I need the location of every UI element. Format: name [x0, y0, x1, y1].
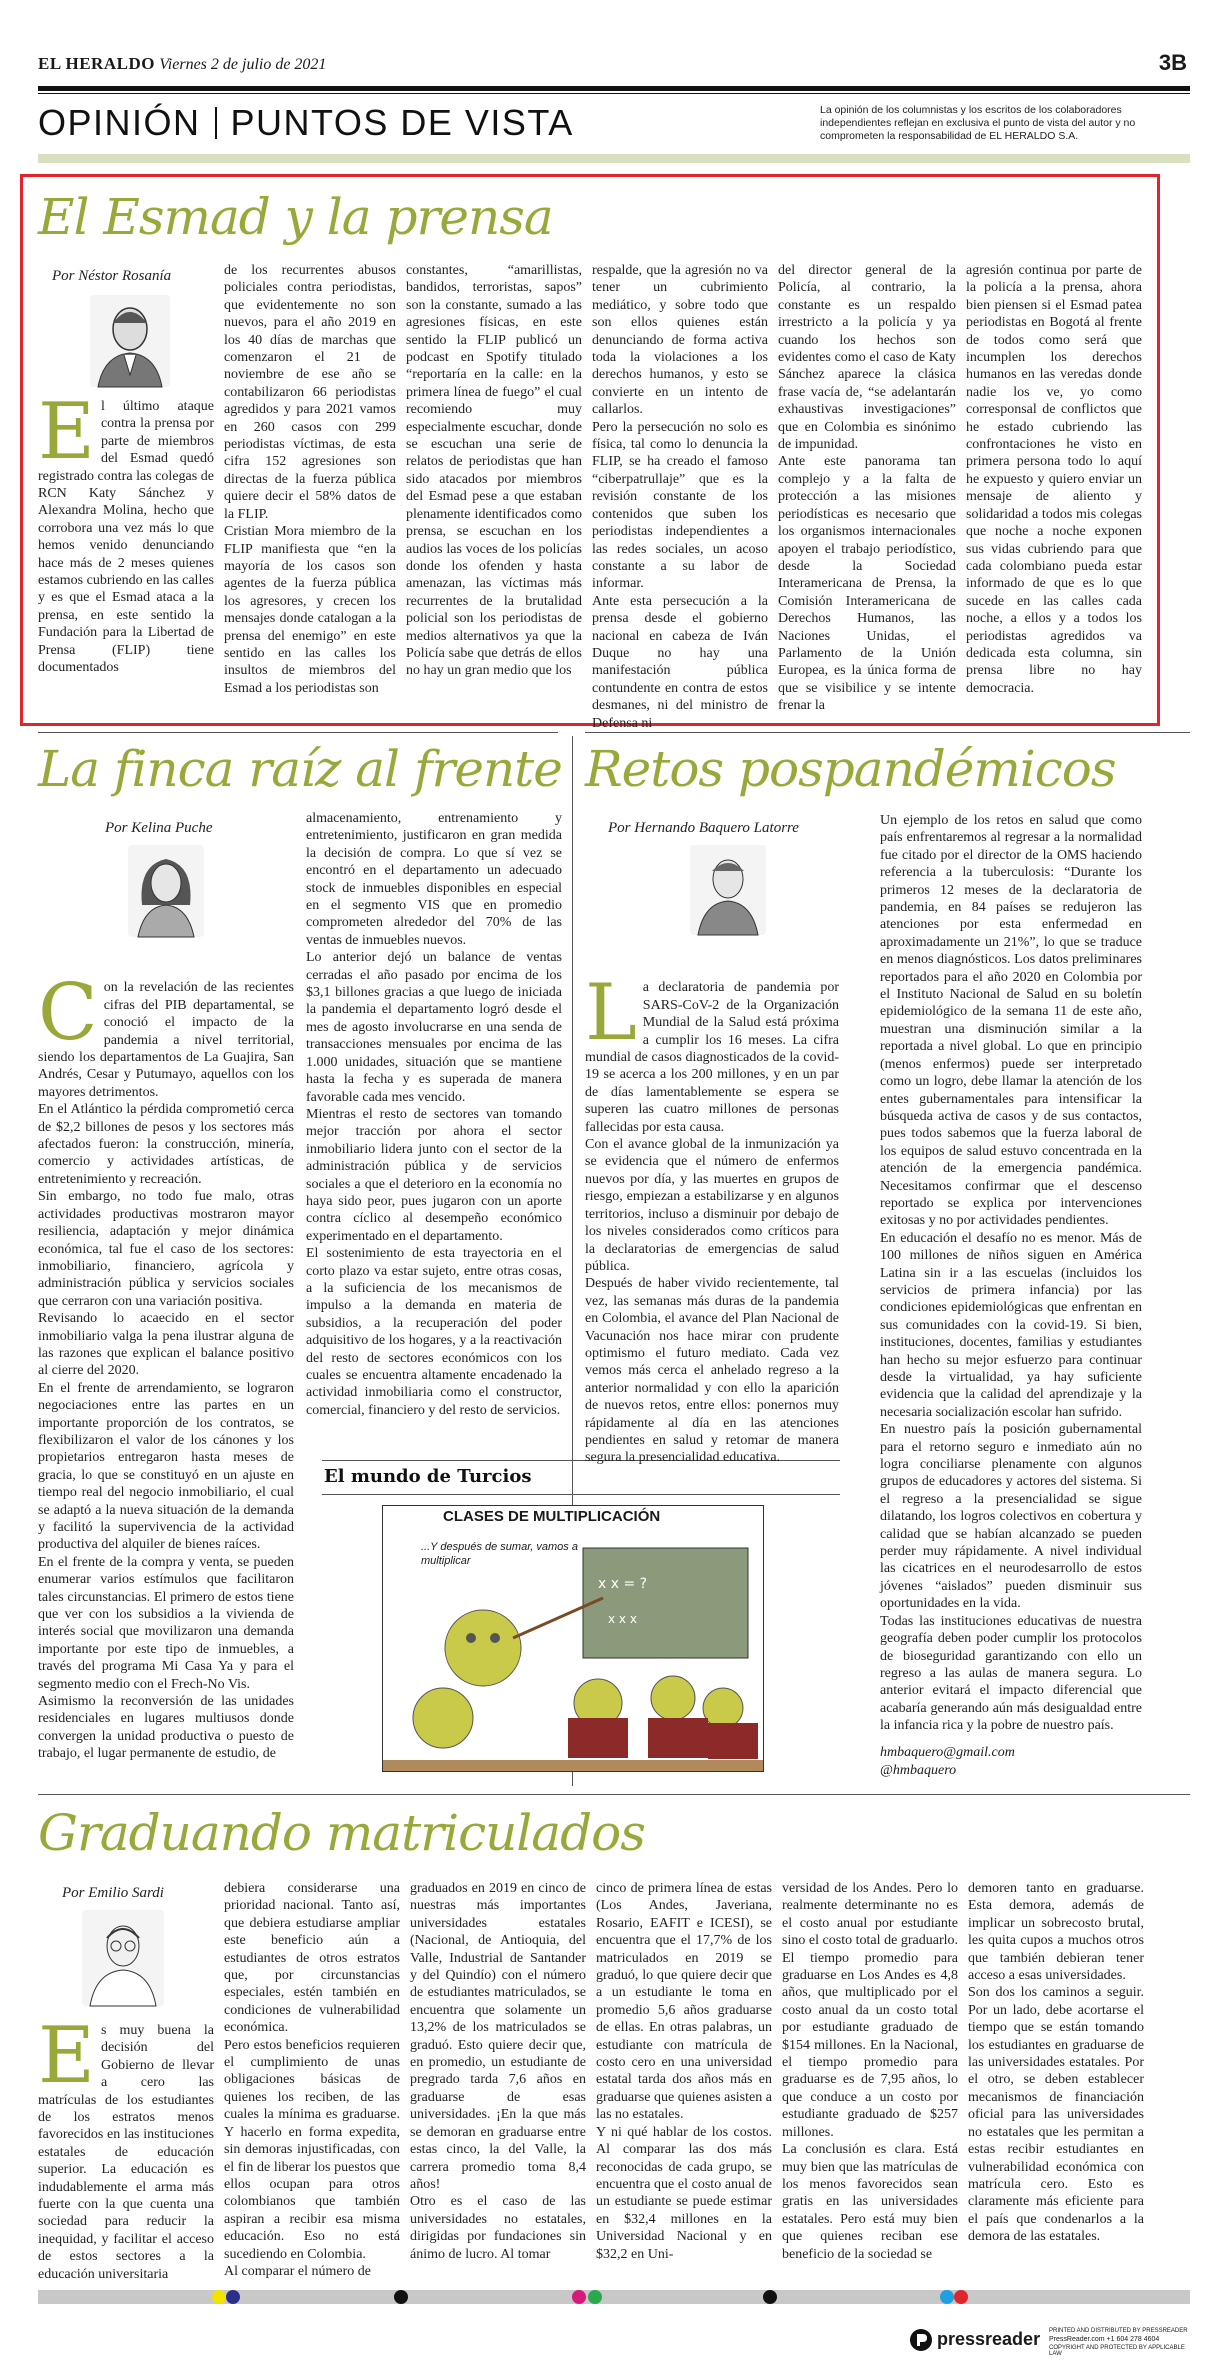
article-column: versidad de los Andes. Pero lo realmente determinante no es el costo anual por estudiante sino el costo total de graduarlo. El tiempo promedio para graduarse en Los Andes es 4,8 años, que multiplicado por el costo anual da un costo total por estudiante graduado de $154 millones. En la Nacional, el tiempo promedio para graduarse es de 7,95 años, lo que conduce a un costo por estudiante graduado de $257 millones. La conclusión es clara. Está muy bien que las matrículas de los menos favorecidos sean gratis en las universidades estatales. Pero está muy bien que quienes reciban ese beneficio de la sociedad se [782, 1881, 958, 2262]
registration-dot [226, 2290, 240, 2304]
column-text: s muy buena la decisión del Gobierno de llevar a cero las matrículas de los estudiantes de los estratos menos favorecidos en las instituciones estatales de educación superior. La educación es indudablemente el arma más fuerte con la que cuenta una sociedad para reducir la inequidad, y facilitar el acceso de estos sectores a la educación universitaria [38, 2023, 214, 2282]
header-rule-thin [38, 93, 1190, 94]
registration-dot [572, 2290, 586, 2304]
article-column: Un ejemplo de los retos en salud que como país enfrentaremos al regresar a la normalidad fue citado por el director de la OMS haciendo referencia a la tuberculosis: “Durante los primeros 12 meses de la declaratoria de pandemia, en 84 países se redujeron las atenciones por esta enfermedad en aproximadamente un 21%”, lo que se traduce en menos diagnósticos. Los datos preliminares reportados para el año 2020 en Colombia por el Instituto Nacional de Salud en su boletín epidemiológico de la semana 11 de este año, muestran una disminución similar a la reportada a nivel global. Lo que en principio (menos enfermos) puede ser interpretado como un logro, debe llamar la atención de los entes gubernamentales para intensificar la búsqueda activa de casos y de sus contactos, pues todos sabemos que la fuerza laboral de los equipos de salud estuvo concentrada en la atención de la emergencia pandémica. Necesitamos confirmar que el descenso reportado se explica por intervenciones exitosas y no por actividades pendientes. En educación el desafío no es menor. Más de 100 millones de niños siguen en América Latina sin ir a las escuelas (incluidos los servicios de primera infancia) por las condiciones epidemiológicas que enfrentan en sus comunidades con la covid-19. Si bien, instituciones, docentes, familias y estudiantes han hecho su mejor esfuerzo para continuar desde la virtualidad, ya hay suficiente evidencia que la calidad del aprendizaje y la necesaria socialización escolar han sufrido. En nuestro país la posición gubernamental para el retorno seguro e inmediato aún no logra conciliarse plenamente con algunos grupos de educadores y actores del sistema. Si el regreso a la presencialidad se sigue dilatando, los logros colectivos en cobertura y calidad que se habían alcanzado se pueden perder muy rápidamente. A nivel individual las cicatrices en el neurodesarrollo de estos jóvenes “aislados” pueden disminuir sus oportunidades en la vida. Todas las instituciones educativas de nuestra geografía deben poder cumplir los protocolos de bioseguridad garantizando con ello un regreso a las aulas de manera segura. Lo anterior evitará el impacto diferencial que acabaría generando aún más desigualdad entre la infancia rica y la pobre de nuestro país. [880, 813, 1142, 1734]
svg-text:x x = ?: x x = ? [598, 1576, 648, 1592]
article-title-graduando[interactable]: Graduando matriculados [38, 1804, 645, 1862]
article-title-retos[interactable]: Retos pospandémicos [585, 740, 1116, 798]
article-column: cinco de primera línea de estas (Los Andes, Javeriana, Rosario, EAFIT e ICESI), se encuentra que el 17,7% de los matriculados en 2019 se graduó, lo que quiere decir que a un estudiante le toma en promedio 5,6 años graduarse de ellas. En otras palabras, un estudiante con matrícula de costo cero en una universidad estatal tarda dos años más en graduarse que quienes asisten a las no estatales. Y ni qué hablar de los costos. Al comparar las dos más reconocidas de cada grupo, se encuentra que el costo anual de un estudiante se puede estimar en $32,4 millones en la Universidad Nacional y en $32,2 en Uni- [596, 1881, 772, 2262]
section-separator [215, 107, 217, 139]
registration-dot [588, 2290, 602, 2304]
article-column [38, 962, 294, 1782]
column-text: on la revelación de las recientes cifras del PIB departamental, se conoció el impacto de la pandemia a nivel territorial, siendo los departamentos de La Guajira, San Andrés, Cesar y Putumayo, aquellos con los mayores detrimentos. En el Atlántico la pérdida comprometió cerca de $2,2 billones de pesos y los sectores más afectados fueron: la construcción, minería, comercio y actividades artísticas, de entretenimiento y recreación. Sin embargo, no todo fue malo, otras actividades productivas mostraron mayor resiliencia, adaptación y mejor dinámica económica, tal fue el caso de los sectores: inmobiliario, financiero, agrícola y administración pública y servicios sociales que cerraron con una variación positiva. Revisando lo acaecido en el sector inmobiliario valga la pena ilustrar alguna de las razones que explican el balance positivo al cierre del 2020. En el frente de arrendamiento, se lograron negociaciones entre las partes en un importante proporción de los contratos, se flexibilizaron el valor de los cánones y los propietarios entregaron hasta meses de gracia, lo que se constituyó en un ajuste en tiempo real del negocio inmobiliario, el cual se adaptó a la nueva situación de la demanda y facilitó la supervivencia de la actividad productiva del alquiler de bienes raíces. En el frente de la compra y venta, se pueden enumerar varios estímulos que facilitaron tales circunstancias. El primero de estos tiene que ver con los subsidios a la vivienda de interés social que movilizaron una demanda importante por este tipo de inmuebles, a través del programa Mi Casa Ya y para el segmento medio con el Frech-No Vis. Asimismo la reconversión de las unidades residenciales en lugares multiusos donde convergen la unidad productiva o puesto de trabajo, el lugar permanente de estudio, de [38, 980, 294, 1762]
cartoon-section-title: El mundo de Turcios [324, 1466, 532, 1487]
registration-dot [954, 2290, 968, 2304]
article-title-esmad[interactable]: El Esmad y la prensa [38, 188, 553, 246]
cartoon-drawing-icon [383, 1528, 763, 1771]
byline-retos: Por Hernando Baquero Latorre [608, 820, 799, 836]
cartoon-board-title: CLASES DE MULTIPLICACIÓN [443, 1508, 661, 1525]
issue-date: Viernes 2 de julio de 2021 [159, 56, 327, 73]
disclaimer: La opinión de los columnistas y los escritos de los colaboradores independientes reflejan en exclusiva el punto de vista del autor y no comprometen la responsabilidad de EL HERALDO S.A. [820, 104, 1136, 142]
cartoon-image [382, 1505, 764, 1772]
print-color-bar [38, 2290, 1190, 2304]
pressreader-printed: PRINTED AND DISTRIBUTED BY PRESSREADER [1049, 2328, 1188, 2334]
section-band [38, 154, 1190, 163]
article-column: constantes, “amarillistas, bandidos, terroristas, sapos” son la constante, sumado a las agresiones físicas, en este sentido la FLIP publicó un podcast en Spotify titulado “reportaría en la calle: en la primera línea de fuego” el cual recomiendo muy especialmente escuchar, donde se escuchan una serie de relatos de periodistas que han sido atacados por miembros del Esmad pese a que estaban plenamente identificados como prensa, se escuchan en los audios las voces de los policías donde los ofenden y hasta amenazan, las víctimas más recurrentes de la brutalidad policial son los periodistas de medios alternativos ya que la Policía sabe que detrás de ellos no hay un gran medio que los [406, 263, 582, 679]
pressreader-contact: PressReader.com +1 604 278 4604 [1049, 2336, 1160, 2343]
paper-name: EL HERALDO [38, 54, 155, 73]
author-handle[interactable]: @hmbaquero [880, 1763, 957, 1778]
divider [585, 732, 1190, 733]
divider [322, 1494, 840, 1495]
portrait-sketch-icon [690, 845, 766, 935]
article-column: respalde, que la agresión no va tener un cubrimiento mediático, y sobre todo que son ellos quienes están denunciando de forma activa toda la violaciones a los derechos humanos, y esto se convierte en un intento de callarlos. Pero la persecución no solo es física, tal como lo denuncia la FLIP, se ha creado el famoso “ciberpatrullaje” que es la revisión constante de los contenidos que suben los periodistas independientes a las redes sociales, un acoso constante a su labor de informar. Ante esta persecución a la prensa desde el gobierno nacional en cabeza de Iván Duque no hay una manifestación pública contundente en contra de estos desmanes, ni del ministro de Defensa ni [592, 263, 768, 731]
masthead [38, 54, 326, 74]
portrait-sketch-icon [128, 845, 204, 937]
divider [38, 732, 558, 733]
pressreader-icon [909, 2328, 933, 2352]
article-column: de los recurrentes abusos policiales contra periodistas, que evidentemente no son nuevos, para el año 2019 en los 40 días de marchas que comenzaron el 21 de noviembre de ese año se contabilizaron 66 periodistas agredidos y para 2021 vamos en 260 casos con 299 periodistas víctimas, de esta cifra 152 agresiones son directas de la fuerza pública quiere decir el 58% datos de la FLIP. Cristian Mora miembro de la FLIP manifiesta que “en la mayoría de los casos son agentes de la fuerza pública los agresores, y crecen los mensajes donde catalogan a la prensa del enemigo” en este sentido en las calles los insultos de miembros del Esmad a los periodistas son [224, 263, 396, 696]
article-column [38, 2011, 214, 2284]
pressreader-copyright: COPYRIGHT AND PROTECTED BY APPLICABLE LAW [1049, 2345, 1185, 2357]
byline-finca: Por Kelina Puche [105, 820, 213, 836]
article-column [38, 387, 214, 704]
registration-dot [763, 2290, 777, 2304]
author-portrait [90, 295, 170, 387]
article-column: agresión continua por parte de la policía a la prensa, ahora bien piensen si el Esmad patea periodistas en Bogotá al frente de todos como será que incumplen los derechos humanos en las veredas donde nadie los ve, yo como corresponsal de conflictos que he estado cubriendo las confrontaciones he visto en primera persona todo lo aquí he expuesto y quiero enviar un mensaje de aliento y solidaridad a todos mis colegas que noche a noche exponen sus vidas cubriendo para que cada colombiano pueda estar informado de que es lo que sucede en las calles cada noche, a ellos y a todos los periodistas agredidos va dedicada esta columna, sin prensa libre no hay democracia. [966, 263, 1142, 696]
section-label: OPINIÓN [38, 102, 201, 143]
article-column [585, 962, 839, 1466]
pressreader-brand: pressreader [937, 2329, 1041, 2349]
byline-graduando: Por Emilio Sardi [62, 1885, 164, 1901]
dropcap: C [38, 968, 98, 1059]
registration-dot [394, 2290, 408, 2304]
article-column: debiera considerarse una prioridad nacional. Tanto así, que debiera estudiarse ampliar este beneficio aún a estudiantes de otros estratos que, por circunstancias especiales, estén también en condiciones de vulnerabilidad económica. Pero estos beneficios requieren el cumplimiento de unas obligaciones básicas de quienes los reciben, de las cuales la mínima es graduarse. Y hacerlo en forma expedita, sin demoras injustificadas, con el fin de liberar los puestos que ellos ocupan para otros colombianos que también aspiran a recibir esa misma educación. Eso no está sucediendo en Colombia. Al comparar el número de [224, 1881, 400, 2279]
column-text: a declaratoria de pandemia por SARS-CoV-2 de la Organización Mundial de la Salud está próxima a cumplir los 16 meses. La cifra mundial de casos diagnosticados de la covid-19 se acerca a los 200 millones, y en un par de días lamentablemente se espera se superen las cuatro millones de personas fallecidas por esta causa. Con el avance global de la inmunización ya se evidencia que el número de enfermos nuevos por día, y las muertes en grupos de riesgo, empiezan a estabilizarse y en algunos territorios, incluso a disminuir por debajo de los niveles considerados como críticos para la declaratorias de emergencias de salud pública. Después de haber vivido recientemente, tal vez, las semanas más duras de la pandemia en Colombia, el avance del Plan Nacional de Vacunación nos hace mirar con prudente optimismo el futuro mediato. Cada vez vemos más cerca el anhelado regreso a la anterior normalidad y con ello la aparición de nuevos retos, entre ellos: ponernos muy rápidamente al día en las atenciones pendientes en salud y retomar de manera segura la presencialidad educativa. [585, 980, 839, 1466]
article-column: demoren tanto en graduarse. Esta demora, además de implicar un sobrecosto brutal, les quita cupos a muchos otros que también debieran tener acceso a esas universidades. Son dos los caminos a seguir. Por un lado, debe acortarse el tiempo que se están tomando los estudiantes en graduarse de las universidades estatales. Por el otro, se deben establecer mecanismos de financiación oficial para las universidades no estatales que les permitan a estas recibir estudiantes en vulnerabilidad económica con matrícula cero. Esto es claramente más eficiente para el país que condenarlos a la demora de las estatales. [968, 1881, 1144, 2245]
author-portrait [82, 1910, 164, 2006]
article-column: graduados en 2019 en cinco de nuestras más importantes universidades estatales (Nacional, de Antioquia, del Valle, Industrial de Santander y del Quindío) con el número de estudiantes matriculados, se encuentra que solamente un 13,2% de los matriculados se graduó. Esto quiere decir que, en promedio, un estudiante de pregrado tarda 7,6 años en graduarse de esas universidades. ¡En la que más se demoran en graduarse entre estas cinco, la del Valle, la carrera promedio toma 8,4 años! Otro es el caso de las universidades no estatales, dirigidas por fundaciones sin ánimo de lucro. Al tomar [410, 1881, 586, 2262]
article-column: del director general de la Policía, al contrario, la constante es un respaldo irrestricto a la policía y ya cuando los hechos son evidentes como el caso de Katy Sánchez aparece la clásica frase vacía de, “se adelantarán exhaustivas investigaciones” que en Colombia es sinónimo de impunidad. Ante este panorama tan complejo y a la falta de protección a las misiones periodísticas es necesario que los organismos internacionales apoyen el trabajo periodístico, desde la Sociedad Interamericana de Prensa, la Comisión Interamericana de Derechos Humanos, las Naciones Unidas, el Parlamento de la Unión Europea, es la única forma de que se visibilice y se intente frenar la [778, 263, 956, 714]
svg-text:x x x: x x x [608, 1612, 637, 1626]
article-title-finca[interactable]: La finca raíz al frente [38, 740, 562, 798]
author-portrait [690, 845, 766, 935]
byline-esmad: Por Néstor Rosanía [52, 268, 172, 284]
column-text: l último ataque contra la prensa por parte de miembros del Esmad quedó registrado contra las colegas de RCN Katy Sánchez y Alexandra Molina, hecho que corrobora una vez más lo que hemos venido denunciando hace más de 2 meses quienes estamos cubriendo en las calles y es que el Esmad ataca a la prensa, en este sentido la Fundación para la Libertad de Prensa (FLIP) tiene documentados [38, 399, 214, 676]
registration-dot [212, 2290, 226, 2304]
portrait-sketch-icon [90, 295, 170, 387]
portrait-sketch-icon [82, 1910, 164, 2006]
page-number: 3B [1158, 50, 1187, 75]
dropcap: E [38, 2011, 95, 2101]
section-title [38, 102, 574, 144]
author-portrait [128, 845, 204, 937]
dropcap: L [585, 968, 637, 1059]
header-rule [38, 86, 1190, 91]
divider [38, 1794, 1190, 1795]
article-column: almacenamiento, entrenamiento y entretenimiento, justificaron en gran medida la decisión de compra. Lo que sí vez se encontró en el departamento un adecuado stock de inmuebles disponibles en especial en el segmento VIS que en promedio comprometen alrededor del 70% de las ventas de inmuebles nuevos. Lo anterior dejó un balance de ventas cerradas el año pasado por encima de los $3,1 billones gracias a que luego de iniciada la pandemia el departamento logró desde el mes de agosto involucrarse en una senda de transacciones mensuales por encima de las 1.000 unidades, situación que se mantiene hasta la fecha y es superada de manera favorable cada mes vencido. Mientras el resto de sectores van tomando mejor tracción por ahora el sector inmobiliario lidera junto con el sector de la administración pública y de servicios sociales a que el deterioro en la economía no haya sido peor, pues jugaron con un aporte contra cíclico al desempeño económico experimentado en el departamento. El sostenimiento de esta trayectoria en el corto plazo va estar sujeto, entre otras cosas, a la suficiencia de los mecanismos de impulso a la demanda en materia de subsidios, a la recuperación del poder adquisitivo de los hogares, y a la reactivación del resto de sectores económicos con los cuales se encuentra altamente encadenado la actividad inmobiliaria como el constructor, comercial, financiero y del resto de servicios. [306, 811, 562, 1418]
registration-dot [940, 2290, 954, 2304]
dropcap: E [38, 387, 95, 477]
section-sublabel: PUNTOS DE VISTA [230, 102, 574, 143]
cartoon-speech-bubble: ...Y después de sumar, vamos a multiplicar [421, 1541, 578, 1567]
author-email[interactable]: hmbaquero@gmail.com [880, 1745, 1015, 1760]
pressreader-logo[interactable] [909, 2328, 1189, 2357]
